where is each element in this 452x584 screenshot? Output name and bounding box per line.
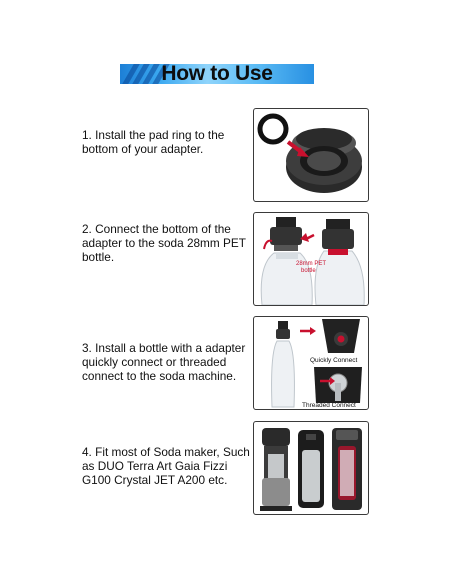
adapter-ring-shape <box>286 128 362 193</box>
soda-maker-duo <box>260 428 292 511</box>
step-3-text: 3. Install a bottle with a adapter quickly connect or threaded connect to the soda machine. <box>82 341 246 383</box>
soda-maker-art <box>332 428 362 510</box>
threaded-connect-label: Threaded Connect <box>302 402 356 409</box>
pet-label-line1: 28mm PET <box>296 261 327 267</box>
step-2-image <box>253 212 369 306</box>
soda-maker-terra <box>298 430 324 508</box>
step-2-text: 2. Connect the bottom of the adapter to the soda 28mm PET bottle. <box>82 222 246 264</box>
step-1-text: 1. Install the pad ring to the bottom of your adapter. <box>82 128 225 156</box>
step-3-image <box>253 316 369 410</box>
step-1-image <box>253 108 369 202</box>
quick-connect-label: Quickly Connect <box>310 357 358 364</box>
step-4-text: 4. Fit most of Soda maker, Such as DUO Terra Art Gaia Fizzi G100 Crystal JET A200 etc. <box>82 445 250 487</box>
page-title: How to Use <box>161 62 273 85</box>
step-4-image <box>253 421 369 515</box>
pet-label-line2: bottle <box>301 268 316 274</box>
